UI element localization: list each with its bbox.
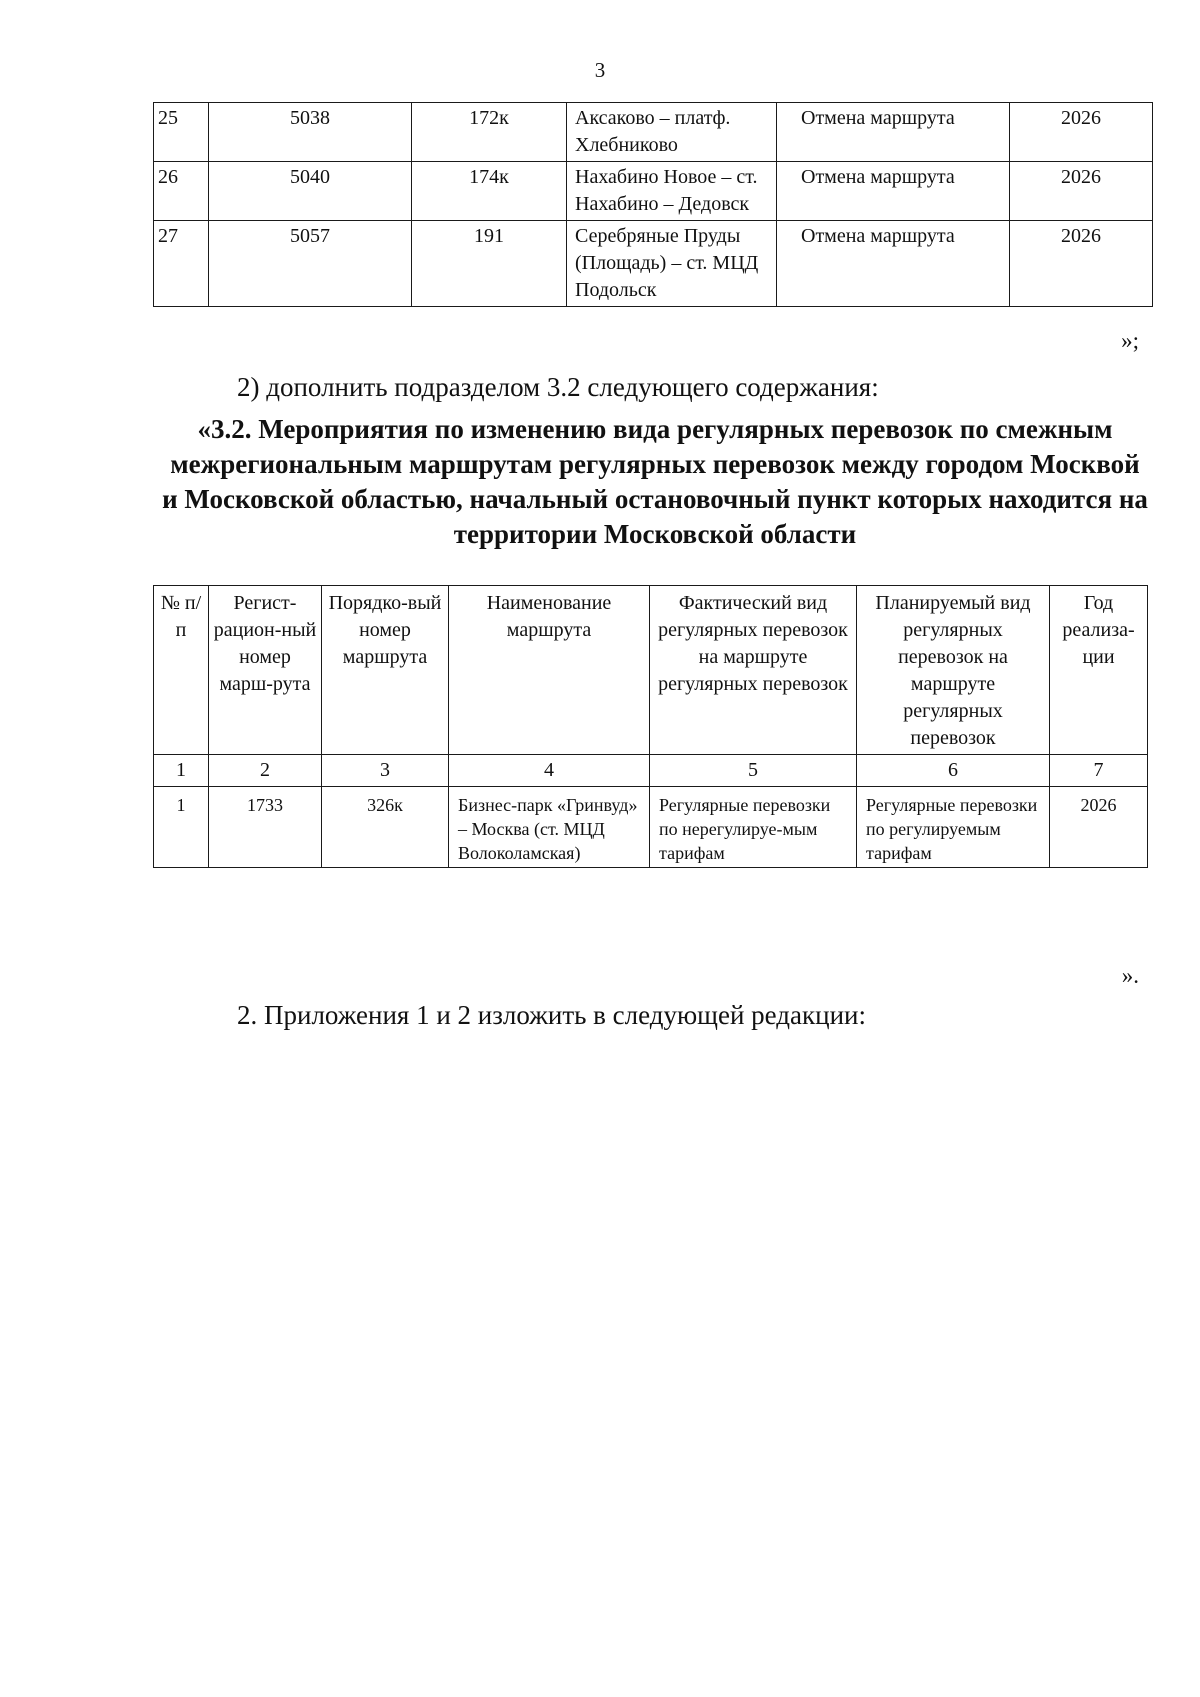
column-number-row xyxy=(154,755,1148,787)
column-number: 5 xyxy=(650,755,857,787)
row-number-cell: 27 xyxy=(154,221,209,307)
column-number: 7 xyxy=(1050,755,1148,787)
appendix-paragraph: 2. Приложения 1 и 2 изложить в следующей редакции: xyxy=(237,1000,866,1030)
closing-quote: »; xyxy=(1121,328,1139,353)
column-number: 1 xyxy=(154,755,209,787)
year-cell: 2026 xyxy=(1010,221,1153,307)
table-row xyxy=(154,103,1153,162)
column-header: Планируемый вид регулярных перевозок на маршруте регулярных перевозок xyxy=(857,586,1050,755)
row-number-cell: 26 xyxy=(154,162,209,221)
column-header: Фактический вид регулярных перевозок на маршруте регулярных перевозок xyxy=(650,586,857,755)
row-number-cell: 1 xyxy=(154,787,209,868)
column-header: Год реализа-ции xyxy=(1050,586,1148,755)
column-number: 2 xyxy=(209,755,322,787)
column-header: Наименование маршрута xyxy=(449,586,650,755)
route-order-number-cell: 174к xyxy=(412,162,567,221)
event-cell: Отмена маршрута xyxy=(777,221,1010,307)
section-table xyxy=(153,585,1148,868)
registration-number-cell: 5038 xyxy=(209,103,412,162)
column-number: 3 xyxy=(322,755,449,787)
page-number: 3 xyxy=(594,58,606,82)
amendment-paragraph: 2) дополнить подразделом 3.2 следующего содержания: xyxy=(237,372,879,402)
route-order-number-cell: 326к xyxy=(322,787,449,868)
registration-number-cell: 5057 xyxy=(209,221,412,307)
route-name-cell: Серебряные Пруды (Площадь) – ст. МЦД Подольск xyxy=(567,221,777,307)
route-order-number-cell: 191 xyxy=(412,221,567,307)
registration-number-cell: 5040 xyxy=(209,162,412,221)
column-number: 6 xyxy=(857,755,1050,787)
closing-quote: ». xyxy=(1121,963,1139,988)
column-header: Порядко-вый номер маршрута xyxy=(322,586,449,755)
planned-transport-type-cell: Регулярные перевозки по регулируемым тарифам xyxy=(857,787,1050,868)
table-row xyxy=(154,221,1153,307)
row-number-cell: 25 xyxy=(154,103,209,162)
column-header: № п/п xyxy=(154,586,209,755)
routes-table xyxy=(153,102,1153,307)
table-row xyxy=(154,787,1148,868)
column-number: 4 xyxy=(449,755,650,787)
event-cell: Отмена маршрута xyxy=(777,103,1010,162)
event-cell: Отмена маршрута xyxy=(777,162,1010,221)
route-order-number-cell: 172к xyxy=(412,103,567,162)
section-heading: «3.2. Мероприятия по изменению вида регулярных перевозок по смежным межрегиональным маршрутам регулярных перевозок между городом Москвой и Московской областью, начальный остановочный пункт которых находится на территории Московской области xyxy=(162,414,1148,549)
registration-number-cell: 1733 xyxy=(209,787,322,868)
route-name-cell: Аксаково – платф. Хлебниково xyxy=(567,103,777,162)
year-cell: 2026 xyxy=(1010,162,1153,221)
route-name-cell: Бизнес-парк «Гринвуд» – Москва (ст. МЦД Волоколамская) xyxy=(449,787,650,868)
table-row xyxy=(154,162,1153,221)
route-name-cell: Нахабино Новое – ст. Нахабино – Дедовск xyxy=(567,162,777,221)
year-cell: 2026 xyxy=(1050,787,1148,868)
actual-transport-type-cell: Регулярные перевозки по нерегулируе-мым тарифам xyxy=(650,787,857,868)
year-cell: 2026 xyxy=(1010,103,1153,162)
header-row xyxy=(154,586,1148,755)
column-header: Регист-рацион-ный номер марш-рута xyxy=(209,586,322,755)
